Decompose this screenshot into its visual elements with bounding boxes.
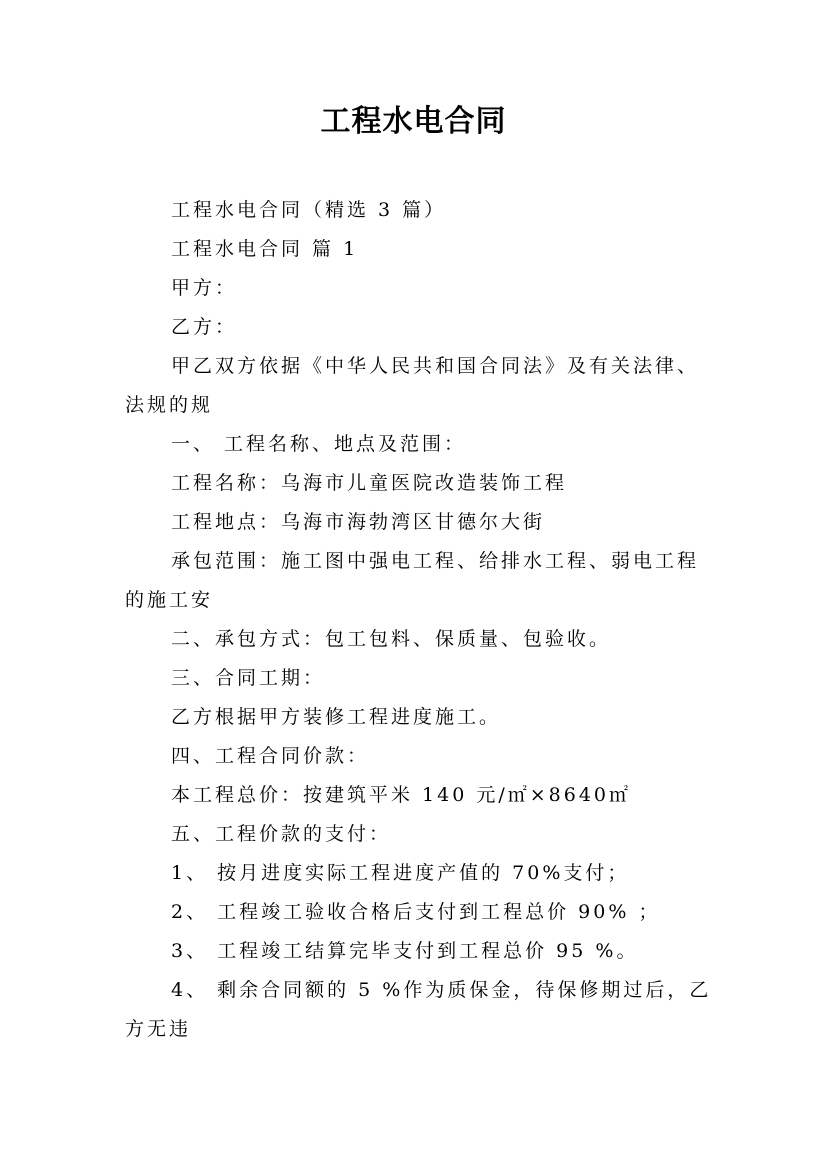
paragraph-line: 2、 工程竣工验收合格后支付到工程总价 90% ； xyxy=(171,901,661,923)
paragraph-line: 工程名称：乌海市儿童医院改造装饰工程 xyxy=(171,472,568,494)
paragraph-line: 工程水电合同（精选 3 篇） xyxy=(171,199,447,221)
paragraph-line: 四、工程合同价款： xyxy=(171,745,370,767)
paragraph-line: 乙方： xyxy=(171,316,238,338)
paragraph-line: 甲方： xyxy=(171,277,238,299)
paragraph-line: 二、承包方式：包工包料、保质量、包验收。 xyxy=(171,628,612,650)
paragraph-line: 承包范围：施工图中强电工程、给排水工程、弱电工程 xyxy=(171,550,700,572)
paragraph-line: 甲乙双方依据《中华人民共和国合同法》及有关法律、 xyxy=(171,355,700,377)
paragraph-line: 工程地点：乌海市海勃湾区甘德尔大街 xyxy=(171,511,546,533)
paragraph-line: 五、工程价款的支付： xyxy=(171,823,392,845)
paragraph-line: 方无违 xyxy=(125,1018,192,1040)
paragraph-line: 三、合同工期： xyxy=(171,667,326,689)
paragraph-line: 一、 工程名称、地点及范围： xyxy=(171,433,467,455)
document-title: 工程水电合同 xyxy=(320,104,507,139)
paragraph-line: 4、 剩余合同额的 5 %作为质保金，待保修期过后，乙 xyxy=(171,979,712,1001)
paragraph-line: 本工程总价：按建筑平米 140 元/㎡×8640㎡ xyxy=(171,784,632,806)
paragraph-line: 工程水电合同 篇 1 xyxy=(171,238,359,260)
paragraph-line: 的施工安 xyxy=(125,589,214,611)
paragraph-line: 3、 工程竣工结算完毕支付到工程总价 95 %。 xyxy=(171,940,639,962)
paragraph-line: 1、 按月进度实际工程进度产值的 70%支付； xyxy=(171,862,630,884)
paragraph-line: 法规的规 xyxy=(125,394,214,416)
paragraph-line: 乙方根据甲方装修工程进度施工。 xyxy=(171,706,502,728)
